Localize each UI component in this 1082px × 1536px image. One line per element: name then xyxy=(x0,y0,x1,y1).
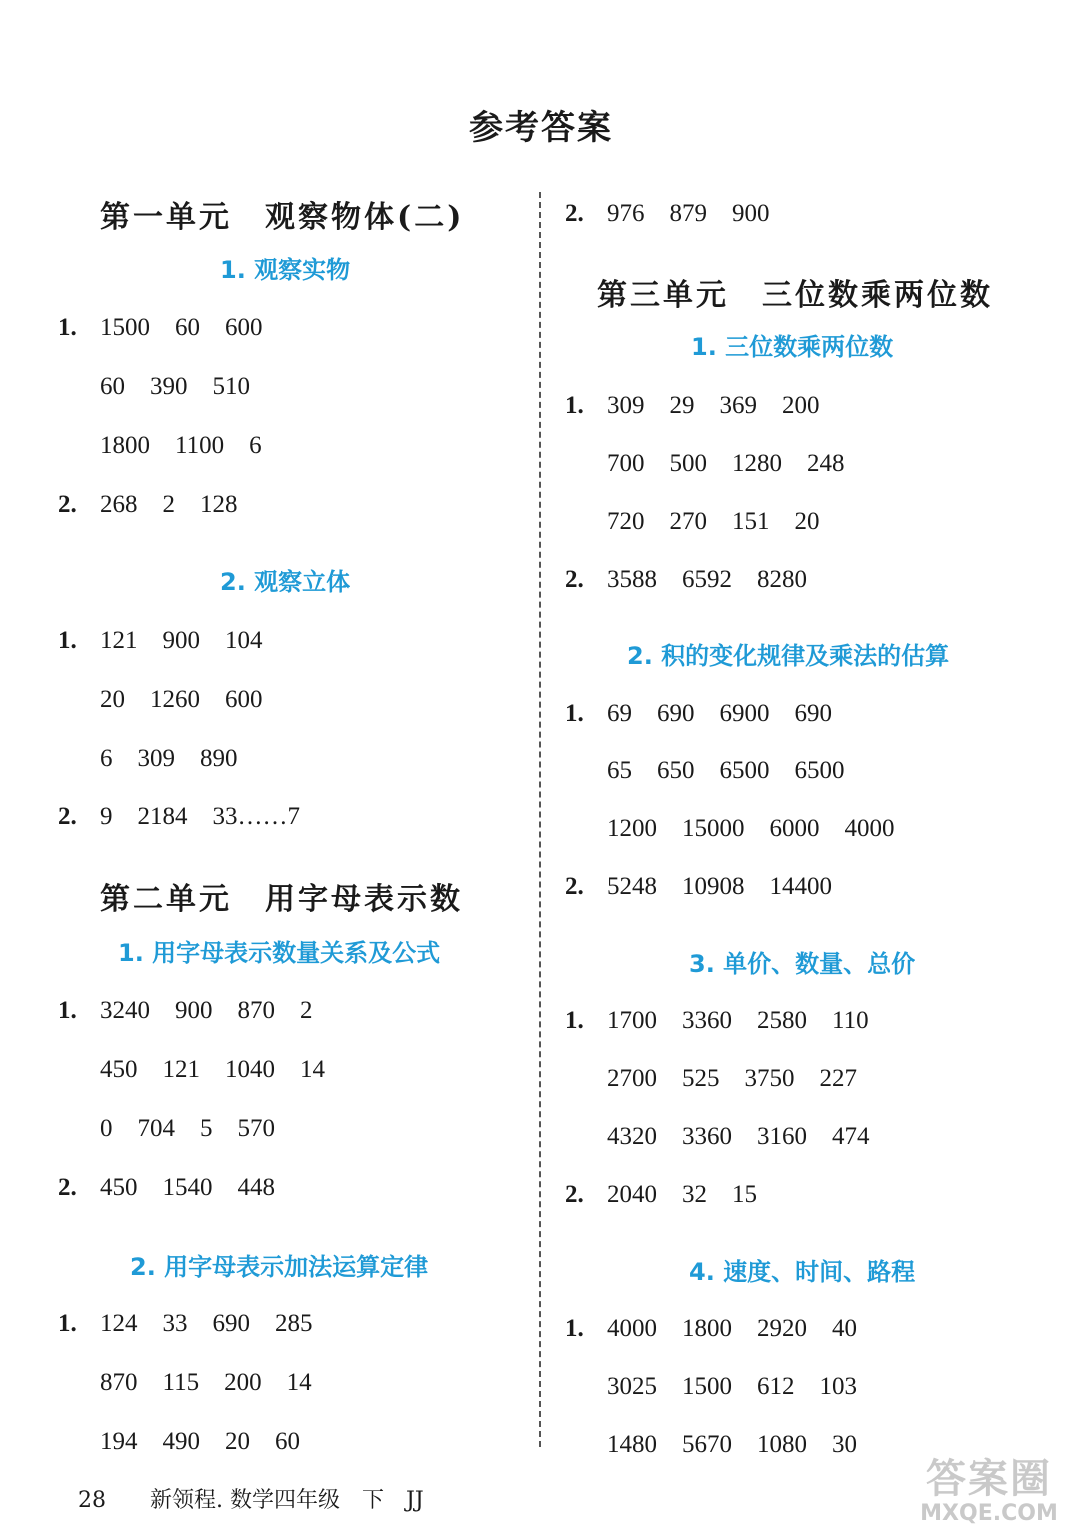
section-title: 2. 用字母表示加法运算定律 xyxy=(130,1253,429,1281)
book-title: 新领程. 数学四年级 下 JJ xyxy=(150,1488,424,1513)
answer-row xyxy=(565,1174,757,1210)
answer-values: 3025 1500 612 103 xyxy=(607,1373,858,1400)
answer-values: 700 500 1280 248 xyxy=(607,450,845,477)
section-title: 2. 积的变化规律及乘法的估算 xyxy=(627,642,950,670)
answer-row xyxy=(565,693,832,729)
answer-values: 268 2 128 xyxy=(100,491,238,518)
answer-values: 9 2184 33……7 xyxy=(100,803,301,830)
section-title: 4. 速度、时间、路程 xyxy=(689,1258,916,1286)
answer-number: 2. xyxy=(58,491,77,518)
watermark-text: 答案圈 xyxy=(926,1456,1052,1502)
answer-values: 976 879 900 xyxy=(607,200,770,227)
answer-row xyxy=(565,385,820,421)
answer-row xyxy=(58,620,263,656)
answer-row xyxy=(58,990,313,1026)
answer-number: 2. xyxy=(58,803,77,830)
answer-row xyxy=(58,425,262,461)
answer-row xyxy=(58,1108,275,1144)
section-title: 1. 三位数乘两位数 xyxy=(691,333,894,361)
answer-number: 1. xyxy=(565,1315,584,1342)
section-title: 3. 单价、数量、总价 xyxy=(689,950,916,978)
answer-values: 1700 3360 2580 110 xyxy=(607,1007,869,1034)
section-title: 1. 观察实物 xyxy=(220,256,351,284)
answer-values: 3588 6592 8280 xyxy=(607,566,808,593)
answer-number: 1. xyxy=(58,627,77,654)
answer-number: 1. xyxy=(58,997,77,1024)
answer-number: 1. xyxy=(565,1007,584,1034)
answer-row xyxy=(565,808,895,844)
answer-row xyxy=(58,679,263,715)
answer-row xyxy=(565,1308,857,1344)
answer-values: 870 115 200 14 xyxy=(100,1369,312,1396)
answer-row xyxy=(58,484,238,520)
unit-title: 第三单元 三位数乘两位数 xyxy=(597,278,993,313)
page-title: 参考答案 xyxy=(469,108,613,148)
answer-values: 3240 900 870 2 xyxy=(100,997,313,1024)
answer-values: 1800 1100 6 xyxy=(100,432,262,459)
answer-row xyxy=(58,366,250,402)
answer-values: 1500 60 600 xyxy=(100,314,263,341)
answer-row xyxy=(565,1058,857,1094)
answer-row xyxy=(565,501,820,537)
watermark-url: MXQE.COM xyxy=(920,1501,1058,1526)
answer-row xyxy=(565,750,845,786)
answer-values: 124 33 690 285 xyxy=(100,1310,313,1337)
answer-values: 69 690 6900 690 xyxy=(607,700,833,727)
answer-values: 2040 32 15 xyxy=(607,1181,758,1208)
section-title: 2. 观察立体 xyxy=(220,568,351,596)
answer-row xyxy=(58,1167,275,1203)
answer-values: 20 1260 600 xyxy=(100,686,263,713)
answer-values: 450 121 1040 14 xyxy=(100,1056,326,1083)
answer-row xyxy=(565,1424,857,1460)
answer-row xyxy=(565,1116,870,1152)
unit-title: 第二单元 用字母表示数 xyxy=(100,882,463,917)
answer-values: 6 309 890 xyxy=(100,745,238,772)
answer-values: 60 390 510 xyxy=(100,373,251,400)
section-title: 1. 用字母表示数量关系及公式 xyxy=(118,939,441,967)
answer-values: 4320 3360 3160 474 xyxy=(607,1123,870,1150)
answer-number: 2. xyxy=(58,1174,77,1201)
answer-values: 309 29 369 200 xyxy=(607,392,820,419)
answer-row xyxy=(58,1421,300,1457)
answer-values: 194 490 20 60 xyxy=(100,1428,301,1455)
answer-values: 720 270 151 20 xyxy=(607,508,820,535)
answer-values: 65 650 6500 6500 xyxy=(607,757,845,784)
answer-number: 1. xyxy=(565,700,584,727)
answer-row xyxy=(58,307,263,343)
answer-row xyxy=(565,559,807,595)
answer-values: 450 1540 448 xyxy=(100,1174,276,1201)
answer-row xyxy=(565,193,770,229)
answer-number: 2. xyxy=(565,200,584,227)
answer-values: 1200 15000 6000 4000 xyxy=(607,815,895,842)
answer-row xyxy=(58,796,300,832)
answer-values: 5248 10908 14400 xyxy=(607,873,833,900)
answer-row xyxy=(58,1049,325,1085)
answer-number: 2. xyxy=(565,1181,584,1208)
answer-row xyxy=(565,866,832,902)
answer-row xyxy=(58,1303,313,1339)
answer-row xyxy=(58,738,238,774)
unit-title: 第一单元 观察物体(二) xyxy=(100,200,465,235)
answer-values: 4000 1800 2920 40 xyxy=(607,1315,858,1342)
answer-row xyxy=(58,1362,312,1398)
answer-values: 1480 5670 1080 30 xyxy=(607,1431,858,1458)
column-divider xyxy=(539,192,541,1447)
answer-row xyxy=(565,1366,857,1402)
answer-number: 2. xyxy=(565,873,584,900)
page-footer xyxy=(64,1458,424,1514)
answer-values: 0 704 5 570 xyxy=(100,1115,276,1142)
answer-number: 2. xyxy=(565,566,584,593)
answer-values: 121 900 104 xyxy=(100,627,263,654)
answer-number: 1. xyxy=(565,392,584,419)
watermark-logo xyxy=(904,1458,1074,1532)
page-number: 28 xyxy=(78,1488,106,1513)
answer-row xyxy=(565,443,845,479)
answer-row xyxy=(565,1000,869,1036)
answer-values: 2700 525 3750 227 xyxy=(607,1065,858,1092)
answer-number: 1. xyxy=(58,314,77,341)
answer-number: 1. xyxy=(58,1310,77,1337)
